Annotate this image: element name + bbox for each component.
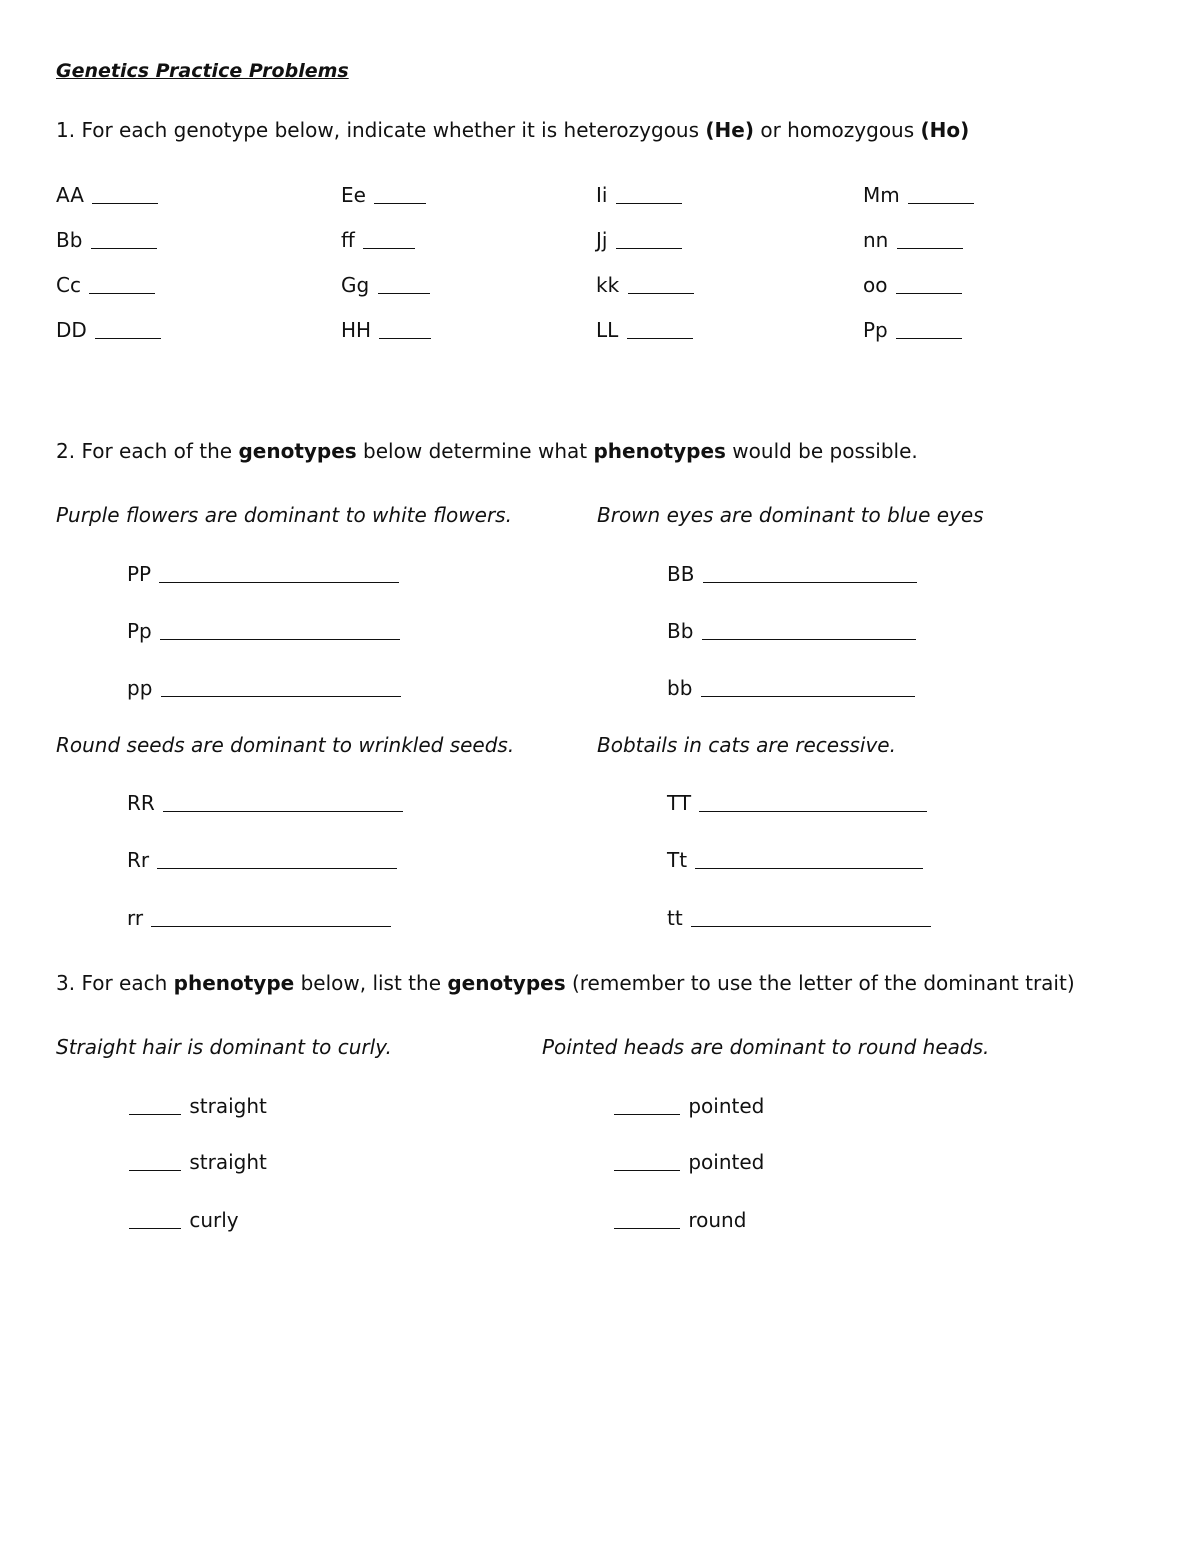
phenotype-item: pointed — [612, 1152, 764, 1172]
answer-blank[interactable] — [627, 338, 693, 339]
genotype-item: BB — [667, 564, 919, 584]
answer-blank[interactable] — [157, 868, 397, 869]
trait-statement: Pointed heads are dominant to round heads. — [542, 1035, 990, 1059]
answer-blank[interactable] — [614, 1170, 680, 1171]
answer-blank[interactable] — [129, 1228, 181, 1229]
phenotype-item: straight — [127, 1096, 267, 1116]
answer-blank[interactable] — [896, 338, 962, 339]
genotype-item: tt — [667, 908, 933, 928]
answer-blank[interactable] — [374, 203, 426, 204]
answer-blank[interactable] — [160, 639, 400, 640]
answer-blank[interactable] — [628, 293, 694, 294]
trait-statement: Purple flowers are dominant to white flowers. — [56, 503, 512, 527]
question-1-text-mid: or homozygous — [753, 118, 921, 142]
homozygous-abbrev: (Ho) — [920, 118, 970, 142]
phenotype-item: curly — [127, 1210, 239, 1230]
answer-blank[interactable] — [614, 1228, 680, 1229]
genotype-item: TT — [667, 793, 929, 813]
genotype-item: Gg — [341, 275, 432, 295]
answer-blank[interactable] — [159, 582, 399, 583]
genotype-item: Pp — [127, 621, 402, 641]
answer-blank[interactable] — [701, 696, 915, 697]
genotype-item: Rr — [127, 850, 399, 870]
trait-statement: Bobtails in cats are recessive. — [597, 733, 896, 757]
question-2: 2. For each of the genotypes below determine what phenotypes would be possible. — [56, 439, 918, 463]
phenotype-item: pointed — [612, 1096, 764, 1116]
answer-blank[interactable] — [703, 582, 917, 583]
question-3: 3. For each phenotype below, list the genotypes (remember to use the letter of the dominant trait) — [56, 971, 1075, 995]
genotype-item: Ee — [341, 185, 428, 205]
answer-blank[interactable] — [379, 338, 431, 339]
genotype-item: rr — [127, 908, 393, 928]
page-title: Genetics Practice Problems — [56, 60, 349, 82]
answer-blank[interactable] — [378, 293, 430, 294]
answer-blank[interactable] — [699, 811, 927, 812]
answer-blank[interactable] — [92, 203, 158, 204]
phenotype-item: straight — [127, 1152, 267, 1172]
question-1 — [56, 120, 969, 140]
genotype-item: RR — [127, 793, 405, 813]
trait-statement: Straight hair is dominant to curly. — [56, 1035, 392, 1059]
genotype-item: Ii — [596, 185, 684, 205]
answer-blank[interactable] — [163, 811, 403, 812]
genotype-item: oo — [863, 275, 964, 295]
genotype-item: Pp — [863, 320, 964, 340]
answer-blank[interactable] — [897, 248, 963, 249]
answer-blank[interactable] — [616, 203, 682, 204]
genotype-item: Bb — [667, 621, 918, 641]
genotype-item: Mm — [863, 185, 976, 205]
genotype-item: HH — [341, 320, 433, 340]
answer-blank[interactable] — [129, 1114, 181, 1115]
answer-blank[interactable] — [695, 868, 923, 869]
answer-blank[interactable] — [161, 696, 401, 697]
answer-blank[interactable] — [363, 248, 415, 249]
answer-blank[interactable] — [614, 1114, 680, 1115]
answer-blank[interactable] — [129, 1170, 181, 1171]
answer-blank[interactable] — [616, 248, 682, 249]
genotype-item: Cc — [56, 275, 157, 295]
genotype-item: pp — [127, 678, 403, 698]
genotype-item: Jj — [596, 230, 684, 250]
answer-blank[interactable] — [702, 639, 916, 640]
genotype-item: PP — [127, 564, 401, 584]
answer-blank[interactable] — [691, 926, 931, 927]
genotype-item: bb — [667, 678, 917, 698]
genotype-item: kk — [596, 275, 696, 295]
genotype-item: DD — [56, 320, 163, 340]
genotype-item: LL — [596, 320, 695, 340]
answer-blank[interactable] — [908, 203, 974, 204]
heterozygous-abbrev: (He) — [705, 118, 754, 142]
answer-blank[interactable] — [151, 926, 391, 927]
answer-blank[interactable] — [896, 293, 962, 294]
genotype-item: Tt — [667, 850, 925, 870]
answer-blank[interactable] — [91, 248, 157, 249]
phenotype-item: round — [612, 1210, 746, 1230]
genotype-item: nn — [863, 230, 965, 250]
trait-statement: Brown eyes are dominant to blue eyes — [597, 503, 984, 527]
genotype-item: AA — [56, 185, 160, 205]
genotype-item: ff — [341, 230, 417, 250]
trait-statement: Round seeds are dominant to wrinkled seeds. — [56, 733, 515, 757]
genotype-item: Bb — [56, 230, 159, 250]
answer-blank[interactable] — [95, 338, 161, 339]
question-1-text: 1. For each genotype below, indicate whether it is heterozygous — [56, 118, 706, 142]
answer-blank[interactable] — [89, 293, 155, 294]
